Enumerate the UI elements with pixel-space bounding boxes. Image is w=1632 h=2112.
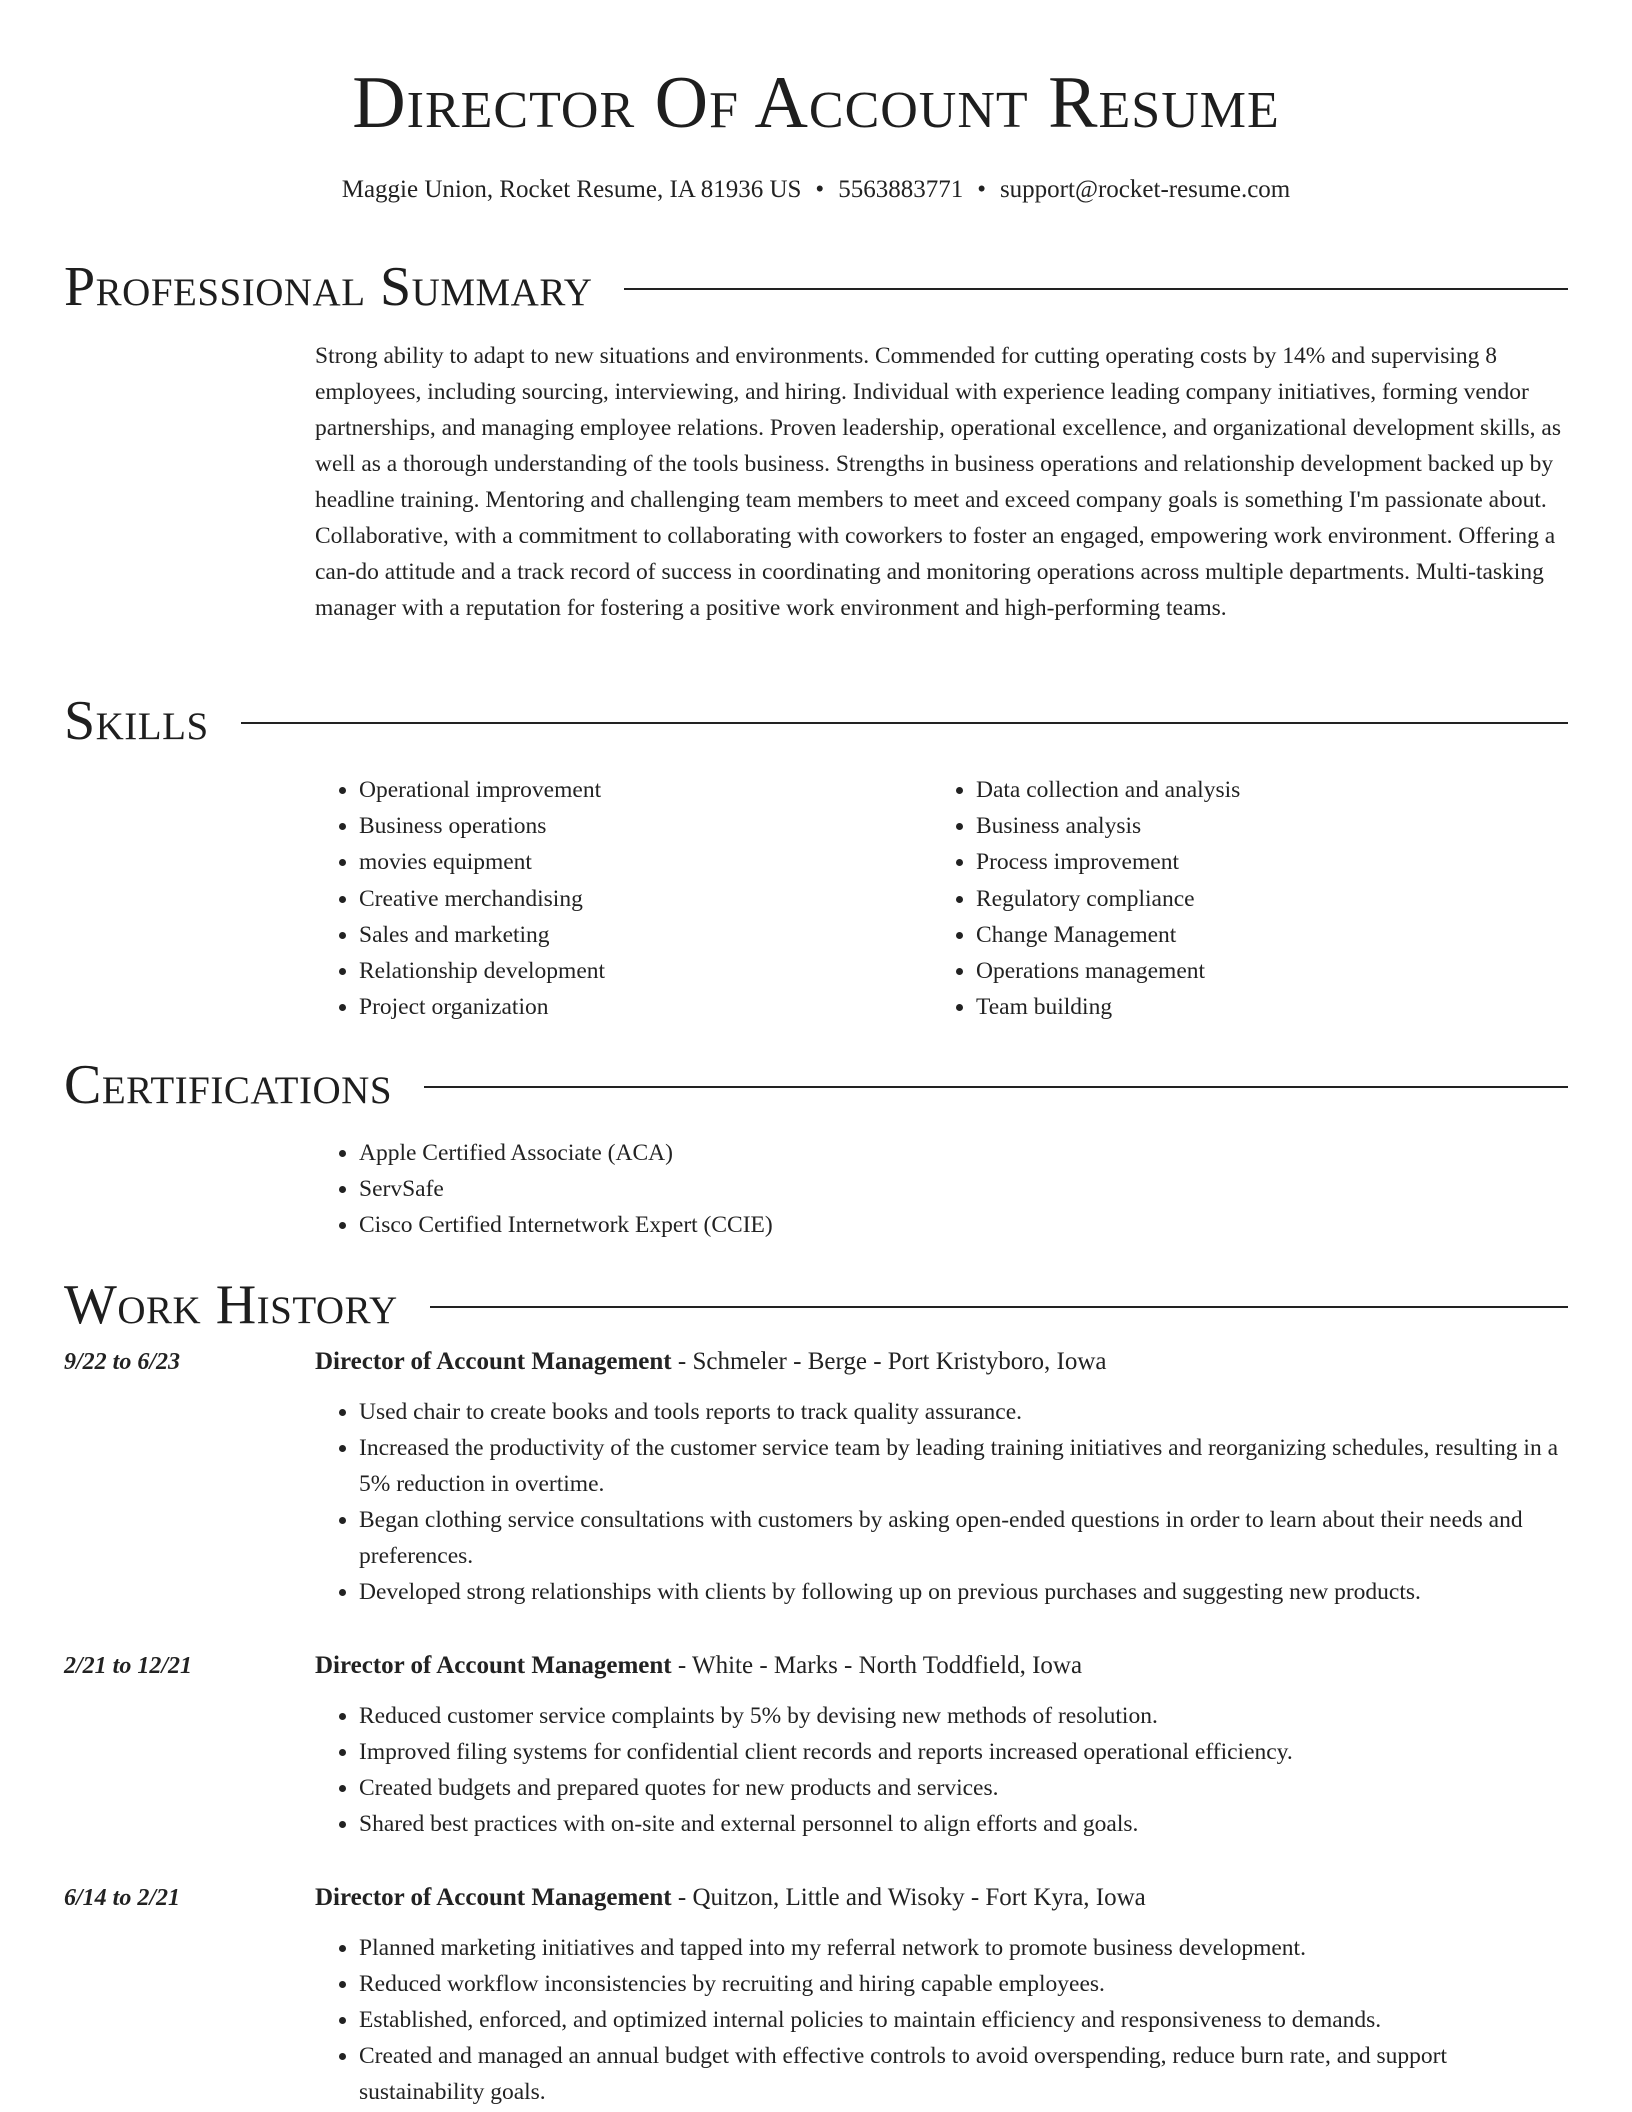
certifications-list (315, 1135, 1215, 1243)
contact-separator: • (977, 176, 986, 203)
section-divider (241, 722, 1568, 724)
work-entry-company: - Quitzon, Little and Wisoky - Fort Kyra, Iowa (671, 1884, 1146, 1911)
duty-item: • Increased the productivity of the customer service team by leading training initiatives and reorganizing schedules, resulting in a 5% reduction in overtime. (359, 1430, 1568, 1502)
skill-item: • Project organization (359, 989, 915, 1025)
contact-line (0, 172, 1632, 208)
summary-section-header (64, 252, 1568, 322)
skill-item: • Business analysis (976, 808, 1532, 844)
skill-item: • Regulatory compliance (976, 881, 1532, 917)
work-history-section-header (64, 1270, 1568, 1340)
section-divider (424, 1086, 1568, 1088)
contact-separator: • (815, 176, 825, 203)
skills-section-header (64, 686, 1568, 756)
work-entry-dates: 2/21 to 12/21 (64, 1653, 193, 1679)
certification-item: • ServSafe (359, 1171, 1215, 1207)
section-title-certifications: Certifications (64, 1054, 393, 1116)
work-entry-dates: 6/14 to 2/21 (64, 1885, 181, 1911)
work-entry-role: Director of Account Management (315, 1652, 672, 1679)
skill-item: • movies equipment (359, 844, 915, 880)
duty-item: • Began clothing service consultations with customers by asking open-ended questions in order to learn about their needs and preferences. (359, 1502, 1568, 1574)
duties-list (315, 1930, 1568, 2110)
certifications-block (315, 1135, 1215, 1243)
work-entry-duties (315, 1698, 1568, 1842)
work-entry-company: - Schmeler - Berge - Port Kristyboro, Iowa (671, 1348, 1107, 1375)
skills-list (315, 772, 915, 1025)
work-entry-heading (315, 1880, 1146, 1916)
contact-email: support@rocket-resume.com (999, 176, 1291, 203)
skills-column-right (932, 772, 1532, 1025)
duty-item: • Reduced customer service complaints by 5% by devising new methods of resolution. (359, 1698, 1568, 1734)
work-entry-duties (315, 1394, 1568, 1610)
duty-item: • Developed strong relationships with clients by following up on previous purchases and suggesting new products. (359, 1574, 1568, 1610)
skills-list (932, 772, 1532, 1025)
work-entry-company: - White - Marks - North Toddfield, Iowa (671, 1652, 1083, 1679)
skill-item: • Data collection and analysis (976, 772, 1532, 808)
duty-item: • Shared best practices with on-site and external personnel to align efforts and goals. (359, 1806, 1568, 1842)
duty-item: • Planned marketing initiatives and tapped into my referral network to promote business development. (359, 1930, 1568, 1966)
work-entry-heading (315, 1344, 1107, 1380)
duty-item: • Reduced workflow inconsistencies by recruiting and hiring capable employees. (359, 1966, 1568, 2002)
work-entry-dates: 9/22 to 6/23 (64, 1349, 181, 1375)
skill-item: • Process improvement (976, 844, 1532, 880)
duties-list (315, 1394, 1568, 1610)
work-entry-duties (315, 1930, 1568, 2110)
skill-item: • Sales and marketing (359, 917, 915, 953)
skill-item: • Change Management (976, 917, 1532, 953)
duty-item: • Improved filing systems for confidential client records and reports increased operational efficiency. (359, 1734, 1568, 1770)
duty-item: • Created and managed an annual budget with effective controls to avoid overspending, reduce burn rate, and support sustainability goals. (359, 2038, 1568, 2110)
skill-item: • Team building (976, 989, 1532, 1025)
duty-item: • Used chair to create books and tools reports to track quality assurance. (359, 1394, 1568, 1430)
duty-item: • Created budgets and prepared quotes for new products and services. (359, 1770, 1568, 1806)
summary-text: Strong ability to adapt to new situations and environments. Commended for cutting operating costs by 14% and supervising 8 employees, including sourcing, interviewing, and hiring. Individual with experience leading company initiatives, forming vendor partnerships, and managing employee relations. Proven leadership, operational excellence, and organizational development skills, as well as a thorough understanding of the tools business. Strengths in business operations and relationship development backed up by headline training. Mentoring and challenging team members to meet and exceed company goals is something I'm passionate about. Collaborative, with a commitment to collaborating with coworkers to foster an engaged, empowering work environment. Offering a can-do attitude and a track record of success in coordinating and monitoring operations across multiple departments. Multi-tasking manager with a reputation for fostering a positive work environment and high-performing teams. (315, 343, 1561, 621)
section-title-skills: Skills (64, 690, 209, 752)
skill-item: • Business operations (359, 808, 915, 844)
duty-item: • Established, enforced, and optimized internal policies to maintain efficiency and responsiveness to demands. (359, 2002, 1568, 2038)
certification-item: • Apple Certified Associate (ACA) (359, 1135, 1215, 1171)
resume-title: Director Of Account Resume (352, 62, 1280, 144)
skill-item: • Operational improvement (359, 772, 915, 808)
work-entry-heading (315, 1648, 1082, 1684)
work-entry-role: Director of Account Management (315, 1348, 672, 1375)
certifications-section-header (64, 1050, 1568, 1120)
section-divider (624, 288, 1568, 290)
duties-list (315, 1698, 1568, 1842)
contact-address: Maggie Union, Rocket Resume, IA 81936 US (341, 176, 802, 203)
skill-item: • Creative merchandising (359, 881, 915, 917)
work-entry-role: Director of Account Management (315, 1884, 672, 1911)
section-title-work-history: Work History (64, 1274, 398, 1336)
skill-item: • Relationship development (359, 953, 915, 989)
skills-column-left (315, 772, 915, 1025)
certification-item: • Cisco Certified Internetwork Expert (CCIE) (359, 1207, 1215, 1243)
contact-phone: 5563883771 (838, 176, 964, 203)
section-divider (430, 1306, 1568, 1308)
section-title-summary: Professional Summary (64, 256, 593, 318)
skill-item: • Operations management (976, 953, 1532, 989)
